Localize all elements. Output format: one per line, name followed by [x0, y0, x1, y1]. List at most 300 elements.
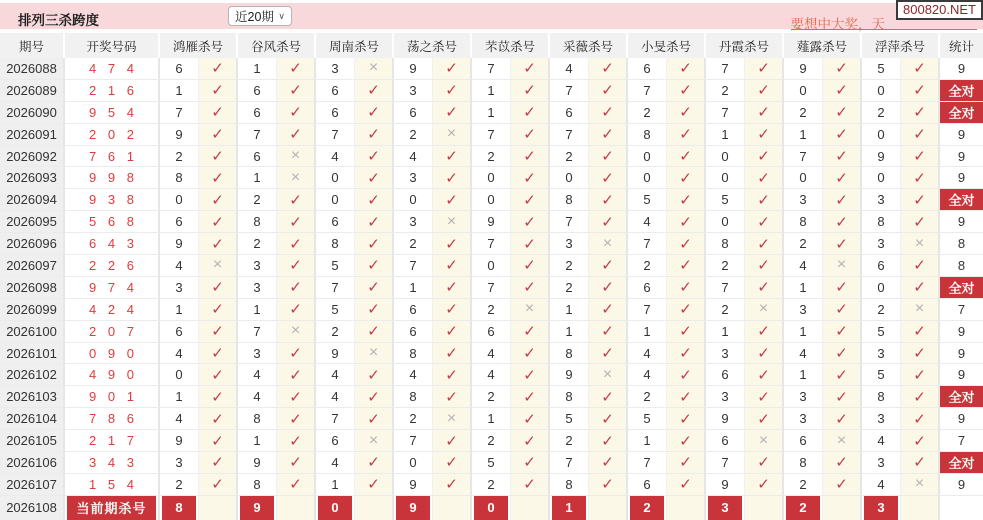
kill-number-cell: 6 — [316, 430, 355, 452]
check-icon: ✓ — [679, 345, 692, 363]
check-icon: ✓ — [289, 301, 302, 319]
kill-number-cell: 1 — [238, 58, 277, 80]
kill-mark-cell — [823, 343, 862, 365]
kill-number-cell: 8 — [784, 211, 823, 233]
kill-mark-cell — [511, 430, 550, 452]
kill-number-cell: 2 — [862, 102, 901, 124]
kill-number-cell: 7 — [628, 233, 667, 255]
kill-mark-cell — [667, 452, 706, 474]
kill-number-cell: 0 — [628, 146, 667, 168]
kill-mark-cell — [667, 58, 706, 80]
period-cell: 2026092 — [0, 146, 65, 168]
check-icon: ✓ — [679, 279, 692, 297]
kill-mark-cell — [199, 321, 238, 343]
kill-number-cell: 9 — [160, 124, 199, 146]
check-icon: ✓ — [679, 257, 692, 275]
check-icon: ✓ — [835, 279, 848, 297]
current-kill-badge: 3 — [864, 496, 898, 520]
kill-mark-cell — [433, 102, 472, 124]
current-kill-badge: 9 — [396, 496, 430, 520]
kill-number-cell: 6 — [628, 277, 667, 299]
current-kill-cell — [238, 496, 277, 520]
kill-number-cell: 6 — [784, 430, 823, 452]
kill-number-cell: 4 — [238, 364, 277, 386]
check-icon: ✓ — [367, 454, 380, 472]
check-icon: ✓ — [289, 60, 302, 78]
check-icon: ✓ — [601, 148, 614, 165]
current-kill-cell — [394, 496, 433, 520]
check-icon: ✓ — [757, 126, 770, 144]
check-icon: ✓ — [289, 213, 302, 231]
kill-number-cell: 9 — [160, 430, 199, 452]
kill-number-cell: 2 — [550, 146, 589, 168]
stat-cell: 9 — [940, 58, 983, 80]
kill-mark-cell — [823, 80, 862, 102]
check-icon: ✓ — [445, 345, 458, 363]
check-icon: ✓ — [601, 454, 614, 472]
check-icon: ✓ — [289, 410, 302, 428]
kill-number-cell: 9 — [706, 408, 745, 430]
kill-mark-cell — [277, 255, 316, 277]
check-icon: ✓ — [757, 388, 770, 406]
check-icon: ✓ — [913, 257, 926, 275]
kill-number-cell: 7 — [472, 233, 511, 255]
check-icon: ✓ — [835, 148, 848, 165]
kill-mark-cell — [901, 496, 940, 520]
kill-mark-cell — [667, 189, 706, 211]
check-icon: ✓ — [601, 388, 614, 406]
current-label-badge: 当前期杀号 — [67, 496, 156, 520]
check-icon: ✓ — [523, 432, 536, 450]
check-icon: ✓ — [211, 213, 224, 231]
draw-numbers-cell: 2 1 7 — [65, 430, 160, 452]
kill-mark-cell — [901, 299, 940, 321]
kill-mark-cell — [823, 146, 862, 168]
kill-mark-cell — [745, 211, 784, 233]
kill-mark-cell — [823, 364, 862, 386]
kill-mark-cell — [823, 102, 862, 124]
period-cell: 2026089 — [0, 80, 65, 102]
table-row — [0, 474, 983, 496]
check-icon: ✓ — [367, 213, 380, 231]
kill-number-cell: 3 — [238, 255, 277, 277]
cross-icon: × — [602, 234, 613, 252]
kill-mark-cell — [433, 343, 472, 365]
kill-number-cell: 0 — [472, 189, 511, 211]
kill-mark-cell — [511, 233, 550, 255]
kill-number-cell: 7 — [628, 299, 667, 321]
kill-mark-cell — [199, 474, 238, 496]
cross-icon: × — [758, 431, 769, 449]
stat-badge: 全对 — [940, 277, 983, 299]
stat-badge: 全对 — [940, 386, 983, 408]
period-cell: 2026093 — [0, 167, 65, 189]
check-icon: ✓ — [601, 279, 614, 297]
check-icon: ✓ — [757, 104, 770, 122]
kill-mark-cell — [511, 167, 550, 189]
kill-number-cell: 7 — [550, 124, 589, 146]
kill-number-cell: 3 — [862, 189, 901, 211]
current-kill-badge: 0 — [474, 496, 508, 520]
kill-number-cell: 0 — [784, 167, 823, 189]
check-icon: ✓ — [835, 454, 848, 472]
check-icon: ✓ — [523, 82, 536, 100]
kill-number-cell: 1 — [238, 299, 277, 321]
period-cell: 2026088 — [0, 58, 65, 80]
kill-number-cell: 8 — [628, 124, 667, 146]
kill-number-cell: 1 — [472, 408, 511, 430]
kill-mark-cell — [199, 255, 238, 277]
check-icon: ✓ — [913, 148, 926, 165]
check-icon: ✓ — [757, 345, 770, 363]
kill-number-cell: 6 — [238, 146, 277, 168]
current-kill-cell — [628, 496, 667, 520]
kill-mark-cell — [433, 408, 472, 430]
kill-number-cell: 0 — [706, 167, 745, 189]
kill-number-cell: 4 — [160, 255, 199, 277]
kill-number-cell: 4 — [160, 343, 199, 365]
check-icon: ✓ — [601, 60, 614, 78]
kill-mark-cell — [901, 452, 940, 474]
kill-number-cell: 7 — [628, 80, 667, 102]
check-icon: ✓ — [523, 213, 536, 231]
kill-number-cell: 6 — [238, 80, 277, 102]
check-icon: ✓ — [835, 60, 848, 78]
kill-mark-cell — [745, 189, 784, 211]
kill-number-cell: 5 — [550, 408, 589, 430]
check-icon: ✓ — [523, 257, 536, 275]
check-icon: ✓ — [757, 191, 770, 209]
kill-mark-cell — [199, 189, 238, 211]
check-icon: ✓ — [211, 323, 224, 341]
kill-mark-cell — [355, 452, 394, 474]
kill-number-cell: 6 — [706, 430, 745, 452]
check-icon: ✓ — [523, 279, 536, 297]
kill-number-cell: 2 — [784, 474, 823, 496]
current-kill-badge: 3 — [708, 496, 742, 520]
check-icon: ✓ — [367, 323, 380, 341]
check-icon: ✓ — [913, 432, 926, 450]
kill-number-cell: 7 — [238, 124, 277, 146]
period-cell: 2026099 — [0, 299, 65, 321]
kill-mark-cell — [901, 80, 940, 102]
check-icon: ✓ — [445, 82, 458, 100]
check-icon: ✓ — [601, 213, 614, 231]
promo-badge: 800820.NET — [896, 0, 983, 20]
check-icon: ✓ — [679, 191, 692, 209]
kill-number-cell: 0 — [160, 364, 199, 386]
kill-mark-cell — [355, 102, 394, 124]
current-kill-cell — [316, 496, 355, 520]
kill-mark-cell — [823, 233, 862, 255]
kill-mark-cell — [277, 299, 316, 321]
check-icon: ✓ — [367, 191, 380, 209]
cross-icon: × — [212, 256, 223, 274]
check-icon: ✓ — [445, 148, 458, 165]
check-icon: ✓ — [211, 301, 224, 319]
promo-link-text: 要想中大奖，天 — [790, 17, 885, 32]
kill-mark-cell — [745, 430, 784, 452]
kill-number-cell: 4 — [316, 146, 355, 168]
check-icon: ✓ — [757, 366, 770, 384]
kill-mark-cell — [355, 474, 394, 496]
check-icon: ✓ — [211, 432, 224, 450]
kill-mark-cell — [433, 364, 472, 386]
kill-mark-cell — [745, 102, 784, 124]
kill-number-cell: 2 — [550, 430, 589, 452]
stat-badge: 全对 — [940, 189, 983, 211]
kill-number-cell: 8 — [238, 408, 277, 430]
check-icon: ✓ — [523, 126, 536, 144]
current-period-cell: 2026108 — [0, 496, 65, 520]
kill-mark-cell — [277, 124, 316, 146]
check-icon: ✓ — [913, 388, 926, 406]
kill-mark-cell — [511, 255, 550, 277]
check-icon: ✓ — [367, 257, 380, 275]
check-icon: ✓ — [211, 82, 224, 100]
check-icon: ✓ — [367, 235, 380, 253]
kill-number-cell: 8 — [550, 343, 589, 365]
current-kill-cell — [862, 496, 901, 520]
kill-mark-cell — [667, 277, 706, 299]
kill-mark-cell — [823, 408, 862, 430]
kill-number-cell: 4 — [316, 386, 355, 408]
kill-number-cell: 8 — [160, 167, 199, 189]
kill-number-cell: 0 — [862, 277, 901, 299]
kill-number-cell: 4 — [472, 364, 511, 386]
kill-mark-cell — [199, 452, 238, 474]
kill-mark-cell — [823, 211, 862, 233]
check-icon: ✓ — [289, 366, 302, 384]
kill-mark-cell — [277, 408, 316, 430]
kill-mark-cell — [511, 386, 550, 408]
kill-mark-cell — [823, 430, 862, 452]
kill-number-cell: 7 — [316, 124, 355, 146]
check-icon: ✓ — [679, 148, 692, 165]
kill-number-cell: 7 — [394, 430, 433, 452]
kill-number-cell: 9 — [472, 211, 511, 233]
kill-number-cell: 6 — [316, 80, 355, 102]
kill-mark-cell — [199, 58, 238, 80]
draw-numbers-cell: 5 6 8 — [65, 211, 160, 233]
kill-number-cell: 2 — [784, 102, 823, 124]
kill-mark-cell — [277, 364, 316, 386]
kill-number-cell: 2 — [394, 233, 433, 255]
check-icon: ✓ — [757, 82, 770, 100]
period-cell: 2026107 — [0, 474, 65, 496]
period-cell: 2026090 — [0, 102, 65, 124]
kill-number-cell: 8 — [862, 211, 901, 233]
kill-mark-cell — [199, 364, 238, 386]
kill-mark-cell — [745, 321, 784, 343]
table-row — [0, 277, 983, 299]
kill-number-cell: 3 — [394, 80, 433, 102]
kill-number-cell: 4 — [238, 386, 277, 408]
kill-mark-cell — [199, 80, 238, 102]
kill-number-cell: 0 — [316, 189, 355, 211]
kill-mark-cell — [745, 167, 784, 189]
table-row — [0, 102, 983, 124]
col-header-kill: 荡之杀号 — [394, 33, 472, 58]
check-icon: ✓ — [367, 301, 380, 319]
check-icon: ✓ — [679, 235, 692, 253]
kill-mark-cell — [589, 233, 628, 255]
draw-numbers-cell: 2 2 6 — [65, 255, 160, 277]
stat-cell: 9 — [940, 211, 983, 233]
check-icon: ✓ — [601, 410, 614, 428]
cross-icon: × — [836, 431, 847, 449]
kill-mark-cell — [199, 102, 238, 124]
kill-number-cell: 4 — [862, 474, 901, 496]
kill-number-cell: 7 — [394, 255, 433, 277]
kill-mark-cell — [901, 233, 940, 255]
col-header-numbers: 开奖号码 — [65, 33, 160, 58]
check-icon: ✓ — [211, 235, 224, 253]
kill-mark-cell — [589, 474, 628, 496]
kill-mark-cell — [355, 364, 394, 386]
kill-mark-cell — [667, 343, 706, 365]
period-range-value: 近20期 — [235, 10, 274, 24]
check-icon: ✓ — [679, 323, 692, 341]
kill-number-cell: 1 — [628, 321, 667, 343]
kill-number-cell: 2 — [784, 233, 823, 255]
kill-mark-cell — [823, 386, 862, 408]
kill-mark-cell — [901, 58, 940, 80]
kill-number-cell: 2 — [316, 321, 355, 343]
check-icon: ✓ — [601, 345, 614, 363]
kill-number-cell: 2 — [550, 255, 589, 277]
check-icon: ✓ — [367, 388, 380, 406]
kill-number-cell: 4 — [784, 343, 823, 365]
check-icon: ✓ — [835, 410, 848, 428]
kill-mark-cell — [355, 299, 394, 321]
cross-icon: × — [446, 409, 457, 427]
kill-number-cell: 0 — [472, 167, 511, 189]
current-kill-badge: 2 — [786, 496, 820, 520]
kill-number-cell: 5 — [628, 408, 667, 430]
period-cell: 2026106 — [0, 452, 65, 474]
col-header-kill: 小旻杀号 — [628, 33, 706, 58]
kill-mark-cell — [745, 233, 784, 255]
kill-mark-cell — [511, 408, 550, 430]
cross-icon: × — [368, 59, 379, 77]
kill-number-cell: 7 — [550, 211, 589, 233]
check-icon: ✓ — [289, 104, 302, 122]
draw-numbers-cell: 4 2 4 — [65, 299, 160, 321]
stat-cell: 9 — [940, 408, 983, 430]
topbar — [0, 3, 983, 32]
kill-mark-cell — [745, 408, 784, 430]
kill-mark-cell — [277, 386, 316, 408]
kill-number-cell: 4 — [316, 452, 355, 474]
kill-number-cell: 3 — [160, 452, 199, 474]
kill-mark-cell — [433, 386, 472, 408]
kill-mark-cell — [355, 321, 394, 343]
check-icon: ✓ — [757, 476, 770, 494]
draw-numbers-cell: 0 9 0 — [65, 343, 160, 365]
table-row — [0, 255, 983, 277]
check-icon: ✓ — [679, 388, 692, 406]
kill-number-cell: 1 — [550, 321, 589, 343]
kill-number-cell: 2 — [160, 474, 199, 496]
check-icon: ✓ — [601, 82, 614, 100]
check-icon: ✓ — [913, 213, 926, 231]
kill-mark-cell — [901, 364, 940, 386]
kill-mark-cell — [511, 364, 550, 386]
period-range-select[interactable] — [228, 6, 292, 26]
kill-number-cell: 2 — [394, 124, 433, 146]
kill-number-cell: 1 — [160, 299, 199, 321]
stat-badge: 全对 — [940, 452, 983, 474]
check-icon: ✓ — [523, 104, 536, 122]
period-cell: 2026104 — [0, 408, 65, 430]
kill-number-cell: 2 — [862, 299, 901, 321]
check-icon: ✓ — [523, 410, 536, 428]
check-icon: ✓ — [211, 410, 224, 428]
check-icon: ✓ — [757, 410, 770, 428]
check-icon: ✓ — [679, 432, 692, 450]
check-icon: ✓ — [835, 82, 848, 100]
kill-mark-cell — [589, 211, 628, 233]
kill-number-cell: 3 — [160, 277, 199, 299]
kill-mark-cell — [589, 321, 628, 343]
kill-number-cell: 9 — [706, 474, 745, 496]
kill-number-cell: 3 — [784, 189, 823, 211]
check-icon: ✓ — [367, 476, 380, 494]
kill-number-cell: 1 — [784, 364, 823, 386]
check-icon: ✓ — [367, 126, 380, 144]
kill-number-cell: 1 — [160, 386, 199, 408]
table-row — [0, 124, 983, 146]
current-kill-cell — [550, 496, 589, 520]
kill-mark-cell — [355, 386, 394, 408]
check-icon: ✓ — [445, 366, 458, 384]
check-icon: ✓ — [835, 235, 848, 253]
kill-number-cell: 6 — [316, 211, 355, 233]
kill-mark-cell — [745, 474, 784, 496]
period-cell: 2026103 — [0, 386, 65, 408]
kill-mark-cell — [589, 189, 628, 211]
cross-icon: × — [914, 475, 925, 493]
period-cell: 2026091 — [0, 124, 65, 146]
kill-number-cell: 2 — [706, 80, 745, 102]
kill-number-cell: 3 — [394, 167, 433, 189]
kill-number-cell: 2 — [706, 299, 745, 321]
check-icon: ✓ — [913, 169, 926, 187]
check-icon: ✓ — [211, 366, 224, 384]
check-icon: ✓ — [523, 388, 536, 406]
kill-mark-cell — [277, 430, 316, 452]
kill-number-cell: 1 — [706, 321, 745, 343]
kill-mark-cell — [199, 386, 238, 408]
kill-mark-cell — [199, 233, 238, 255]
table-row — [0, 452, 983, 474]
cross-icon: × — [290, 322, 301, 340]
cross-icon: × — [602, 365, 613, 383]
check-icon: ✓ — [289, 191, 302, 209]
kill-mark-cell — [355, 430, 394, 452]
kill-number-cell: 1 — [550, 299, 589, 321]
check-icon: ✓ — [367, 104, 380, 122]
check-icon: ✓ — [523, 454, 536, 472]
kill-mark-cell — [589, 58, 628, 80]
kill-number-cell: 2 — [706, 255, 745, 277]
check-icon: ✓ — [913, 454, 926, 472]
kill-mark-cell — [667, 124, 706, 146]
check-icon: ✓ — [211, 169, 224, 187]
check-icon: ✓ — [913, 126, 926, 144]
check-icon: ✓ — [211, 345, 224, 363]
